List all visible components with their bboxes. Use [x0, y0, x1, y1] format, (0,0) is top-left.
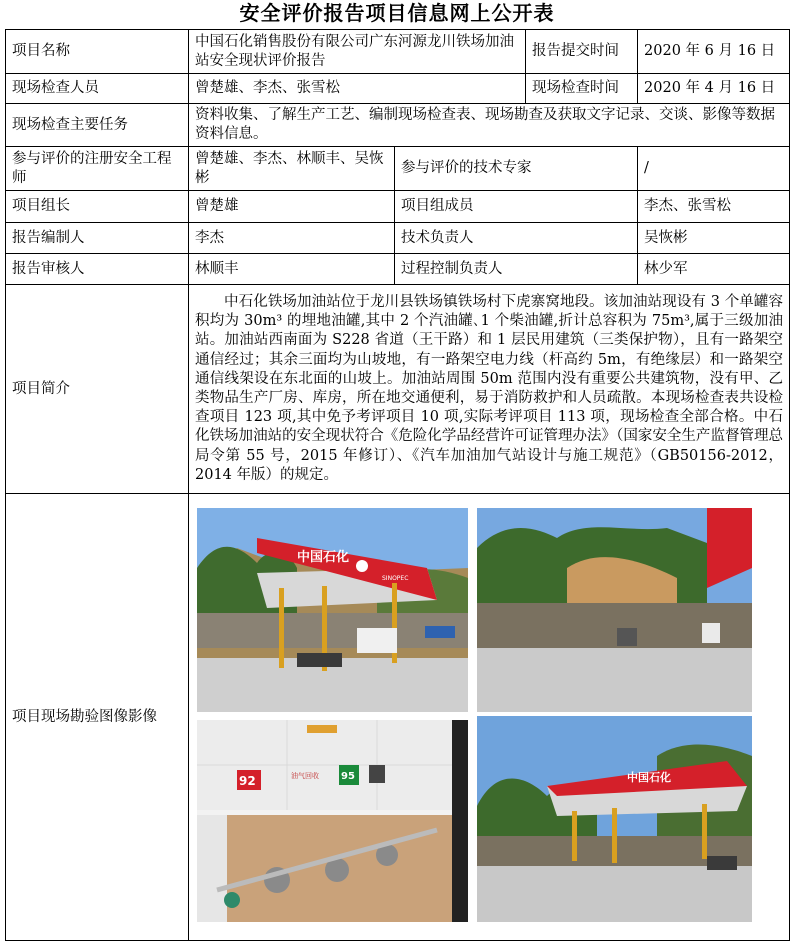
label-inspectors: 现场检查人员 [6, 74, 189, 104]
table-row [6, 147, 790, 191]
photos-cell [189, 494, 790, 941]
photo-hillside [477, 508, 752, 712]
label-leader: 项目组长 [6, 191, 189, 223]
label-95-text: 95 [341, 770, 355, 782]
label-process-lead: 过程控制负责人 [395, 254, 638, 285]
vapor-label-text: 油气回收 [291, 771, 319, 780]
label-intro: 项目简介 [6, 285, 189, 494]
value-leader: 曾楚雄 [189, 191, 395, 223]
label-engineers: 参与评价的注册安全工程师 [6, 147, 189, 191]
value-tasks: 资料收集、了解生产工艺、编制现场检查表、现场勘查及获取文字记录、交谈、影像等数据资料信息。 [189, 104, 790, 147]
label-compiler: 报告编制人 [6, 223, 189, 254]
label-reviewer: 报告审核人 [6, 254, 189, 285]
value-compiler: 李杰 [189, 223, 395, 254]
page-title: 安全评价报告项目信息网上公开表 [239, 1, 555, 25]
value-intro: 中石化铁场加油站位于龙川县铁场镇铁场村下虎寨窝地段。该加油站现设有 3 个单罐容积均为 30m³ 的埋地油罐,其中 2 个汽油罐､1 个柴油罐,折计总容积为 75m³,属于三级加油站。加油站西南面为 S228 省道（王干路）和 1 层民用建筑（三类保护物），且有一路架空通信经过；其余三面均为山坡地，有一路架空电力线（杆高约 5m，有绝缘层）和一路架空通信线架设在东北面的山坡上。加油站周围 50m 范围内没有重要公共建筑物，没有甲、乙类物品生产厂房、库房，所在地交通便利，易于消防救护和人员疏散。本现场检查表共设检查项目 123 项,其中免予考评项目 10 项,实际考评项目 113 项，现场检查全部合格。中石化铁场加油站的安全现状符合《危险化学品经营许可证管理办法》（国家安全生产监督管理总局令第 55 号，2015 年修订）、《汽车加油加气站设计与施工规范》（GB50156-2012，2014 年版）的规定。 [189, 285, 790, 494]
photo-forecourt [197, 508, 468, 712]
table-row [6, 254, 790, 285]
table-row [6, 104, 790, 147]
value-members: 李杰、张雪松 [638, 191, 790, 223]
value-engineers: 曾楚雄、李杰、林顺丰、吴恢彬 [189, 147, 395, 191]
table-row [6, 74, 790, 104]
label-submit-time: 报告提交时间 [526, 30, 638, 74]
value-inspect-time: 2020 年 4 月 16 日 [638, 74, 790, 104]
brand-text-2: 中国石化 [627, 770, 671, 784]
label-92-text: 92 [239, 773, 256, 788]
value-tech-lead: 吴恢彬 [638, 223, 790, 254]
photo-tank-pit [197, 720, 468, 922]
label-members: 项目组成员 [395, 191, 638, 223]
brand-en-text: SINOPEC [382, 574, 409, 582]
label-project-name: 项目名称 [6, 30, 189, 74]
table-row [6, 285, 790, 494]
sinopec-logo-icon [356, 560, 368, 572]
table-row [6, 494, 790, 941]
label-experts: 参与评价的技术专家 [395, 147, 638, 191]
value-process-lead: 林少军 [638, 254, 790, 285]
value-inspectors: 曾楚雄、李杰、张雪松 [189, 74, 526, 104]
table-row [6, 223, 790, 254]
value-submit-time: 2020 年 6 月 16 日 [638, 30, 790, 74]
info-table [5, 29, 790, 941]
table-row [6, 30, 790, 74]
value-experts: / [638, 147, 790, 191]
photo-canopy-road [477, 716, 752, 922]
label-photos: 项目现场勘验图像影像 [6, 494, 189, 941]
value-reviewer: 林顺丰 [189, 254, 395, 285]
value-project-name: 中国石化销售股份有限公司广东河源龙川铁场加油站安全现状评价报告 [189, 30, 526, 74]
photo-grid [189, 495, 789, 940]
label-tech-lead: 技术负责人 [395, 223, 638, 254]
label-inspect-time: 现场检查时间 [526, 74, 638, 104]
brand-text: 中国石化 [297, 549, 350, 565]
table-row [6, 191, 790, 223]
label-tasks: 现场检查主要任务 [6, 104, 189, 147]
